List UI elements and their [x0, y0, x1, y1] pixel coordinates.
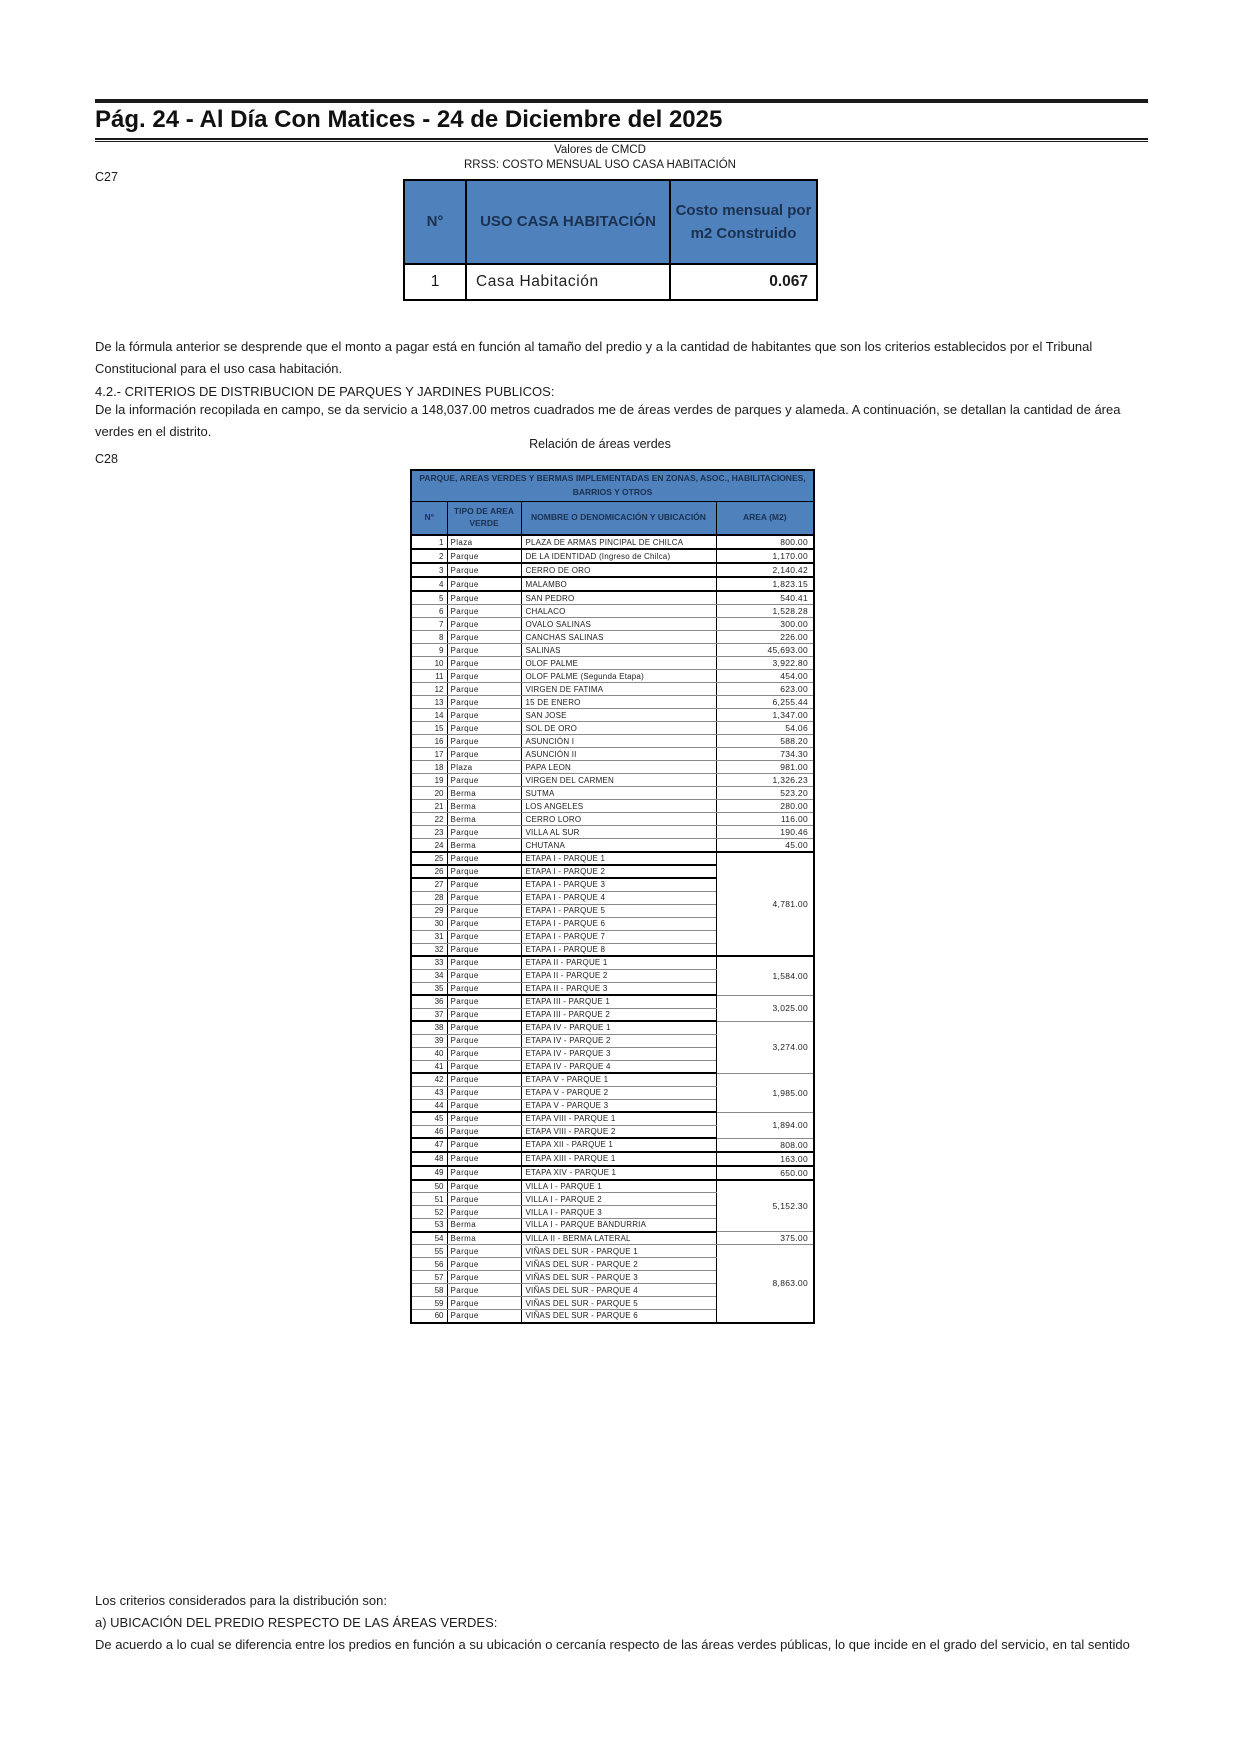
- cell-number: 56: [411, 1258, 447, 1271]
- cell-tipo: Parque: [447, 1152, 521, 1166]
- cell-tipo: Parque: [447, 1086, 521, 1099]
- cell-nombre: ETAPA I - PARQUE 4: [521, 891, 716, 904]
- title-divider: [95, 138, 1148, 142]
- cell-tipo: Parque: [447, 826, 521, 839]
- cell-number: 43: [411, 1086, 447, 1099]
- table-row: [411, 670, 814, 683]
- cell-number: 11: [411, 670, 447, 683]
- cell-number: 52: [411, 1206, 447, 1219]
- table-row: [411, 826, 814, 839]
- cell-number: 38: [411, 1021, 447, 1034]
- cell-area: 1,528.28: [716, 605, 814, 618]
- cell-tipo: Parque: [447, 563, 521, 577]
- cell-nombre: CANCHAS SALINAS: [521, 631, 716, 644]
- cell-number: 8: [411, 631, 447, 644]
- cell-tipo: Berma: [447, 813, 521, 826]
- cell-nombre: ETAPA V - PARQUE 3: [521, 1099, 716, 1112]
- cell-area: 734.30: [716, 748, 814, 761]
- cell-area: 45.00: [716, 839, 814, 853]
- table-row: [411, 995, 814, 1008]
- cell-tipo: Parque: [447, 1099, 521, 1112]
- cell-area: 2,140.42: [716, 563, 814, 577]
- cell-nombre: CHALACO: [521, 605, 716, 618]
- cell-number: 5: [411, 591, 447, 605]
- cell-tipo: Parque: [447, 969, 521, 982]
- cell-area: 1,894.00: [716, 1112, 814, 1138]
- cell-number: 35: [411, 982, 447, 995]
- cell-tipo: Parque: [447, 1193, 521, 1206]
- cell-number: 24: [411, 839, 447, 853]
- c28-table-body: [411, 535, 814, 1323]
- header-cell-nombre: NOMBRE O DENOMICACIÓN Y UBICACIÓN: [521, 501, 716, 535]
- table-row: [411, 1138, 814, 1152]
- table-row: [411, 605, 814, 618]
- cell-tipo: Parque: [447, 1008, 521, 1021]
- cell-number: 6: [411, 605, 447, 618]
- subtitle-rrss: RRSS: COSTO MENSUAL USO CASA HABITACIÓN: [463, 159, 736, 171]
- cell-nombre: SAN PEDRO: [521, 591, 716, 605]
- cell-tipo: Parque: [447, 735, 521, 748]
- cell-nombre: ETAPA I - PARQUE 6: [521, 917, 716, 930]
- cell-area: 5,152.30: [716, 1180, 814, 1232]
- cell-tipo: Plaza: [447, 761, 521, 774]
- cell-number: 32: [411, 943, 447, 956]
- cell-tipo: Berma: [447, 800, 521, 813]
- cell-tipo: Parque: [447, 657, 521, 670]
- cell-number: 40: [411, 1047, 447, 1060]
- cell-number: 46: [411, 1125, 447, 1138]
- cell-nombre: ETAPA V - PARQUE 2: [521, 1086, 716, 1099]
- cell-tipo: Parque: [447, 1310, 521, 1323]
- cell-nombre: VIÑAS DEL SUR - PARQUE 3: [521, 1271, 716, 1284]
- cell-tipo: Parque: [447, 1297, 521, 1310]
- green-areas-table-c28: [410, 469, 815, 1324]
- cell-tipo: Parque: [447, 1166, 521, 1180]
- table-row: [411, 577, 814, 591]
- table-row: [411, 631, 814, 644]
- cell-nombre: MALAMBO: [521, 577, 716, 591]
- table-row: [411, 563, 814, 577]
- cell-nombre: ETAPA IV - PARQUE 2: [521, 1034, 716, 1047]
- cell-tipo: Parque: [447, 943, 521, 956]
- cell-number: 47: [411, 1138, 447, 1152]
- header-cell-uso: USO CASA HABITACIÓN: [466, 180, 670, 264]
- cell-tipo: Parque: [447, 709, 521, 722]
- cell-nombre: PAPA LEON: [521, 761, 716, 774]
- cell-number: 36: [411, 995, 447, 1008]
- table-row: [411, 618, 814, 631]
- cell-number: 50: [411, 1180, 447, 1193]
- cell-number: 29: [411, 904, 447, 917]
- cell-area: 808.00: [716, 1138, 814, 1152]
- cell-tipo: Parque: [447, 631, 521, 644]
- cell-tipo: Parque: [447, 995, 521, 1008]
- table-title: PARQUE, AREAS VERDES Y BERMAS IMPLEMENTADAS EN ZONAS, ASOC., HABILITACIONES, BARRIOS Y OTROS: [411, 470, 814, 501]
- table-row: [411, 696, 814, 709]
- cell-tipo: Parque: [447, 917, 521, 930]
- cell-number: 15: [411, 722, 447, 735]
- table-row: [411, 761, 814, 774]
- cell-tipo: Parque: [447, 1125, 521, 1138]
- cell-number: 41: [411, 1060, 447, 1073]
- cell-area: 300.00: [716, 618, 814, 631]
- cell-nombre: ETAPA XIII - PARQUE 1: [521, 1152, 716, 1166]
- table-row: [411, 813, 814, 826]
- cell-nombre: SAN JOSE: [521, 709, 716, 722]
- cell-area: 45,693.00: [716, 644, 814, 657]
- cell-area: 1,985.00: [716, 1073, 814, 1112]
- cell-nombre: VILLA I - PARQUE 3: [521, 1206, 716, 1219]
- cell-nombre: VIÑAS DEL SUR - PARQUE 4: [521, 1284, 716, 1297]
- cell-number: 12: [411, 683, 447, 696]
- cell-tipo: Parque: [447, 852, 521, 865]
- cell-nombre: CERRO LORO: [521, 813, 716, 826]
- cell-nombre: VILLA I - PARQUE 1: [521, 1180, 716, 1193]
- cell-nombre: ETAPA IV - PARQUE 4: [521, 1060, 716, 1073]
- cell-area: 226.00: [716, 631, 814, 644]
- cell-number: 34: [411, 969, 447, 982]
- cell-area: 6,255.44: [716, 696, 814, 709]
- cell-tipo: Parque: [447, 774, 521, 787]
- table-title-row: [411, 470, 814, 501]
- cell-number: 60: [411, 1310, 447, 1323]
- cell-nombre: ETAPA III - PARQUE 1: [521, 995, 716, 1008]
- cell-area: 116.00: [716, 813, 814, 826]
- cell-tipo: Berma: [447, 839, 521, 853]
- cell-nombre: VIRGEN DEL CARMEN: [521, 774, 716, 787]
- table-row: [411, 1232, 814, 1245]
- cell-nombre: ETAPA V - PARQUE 1: [521, 1073, 716, 1086]
- cell-nombre: LOS ANGELES: [521, 800, 716, 813]
- cell-area: 588.20: [716, 735, 814, 748]
- paragraph-areas: De la información recopilada en campo, se da servicio a 148,037.00 metros cuadrados me de áreas verdes de parques y alameda. A continuación, se detallan la cantidad de área verdes en el distrito.: [95, 402, 1121, 439]
- cell-number: 1: [404, 264, 466, 300]
- table-row: [411, 1152, 814, 1166]
- cell-tipo: Parque: [447, 1034, 521, 1047]
- cell-area: 280.00: [716, 800, 814, 813]
- cell-number: 14: [411, 709, 447, 722]
- cell-area: 1,326.23: [716, 774, 814, 787]
- table-row: [411, 1112, 814, 1125]
- cell-tipo: Plaza: [447, 535, 521, 549]
- table-caption: Relación de áreas verdes: [529, 437, 671, 451]
- cell-nombre: ETAPA VIII - PARQUE 1: [521, 1112, 716, 1125]
- footer-line-detalle: De acuerdo a lo cual se diferencia entre los predios en función a su ubicación o cercanía respecto de las áreas verdes públicas, lo que incide en el grado del servicio, en tal sentido: [95, 1636, 1130, 1652]
- cell-nombre: ETAPA I - PARQUE 7: [521, 930, 716, 943]
- cell-nombre: VIÑAS DEL SUR - PARQUE 5: [521, 1297, 716, 1310]
- cell-nombre: ETAPA I - PARQUE 8: [521, 943, 716, 956]
- cell-number: 19: [411, 774, 447, 787]
- cell-tipo: Parque: [447, 1180, 521, 1193]
- cell-tipo: Parque: [447, 605, 521, 618]
- cell-number: 9: [411, 644, 447, 657]
- cell-tipo: Berma: [447, 1219, 521, 1232]
- table-row: [411, 774, 814, 787]
- cost-table-c27: [403, 179, 818, 301]
- cell-tipo: Parque: [447, 930, 521, 943]
- cell-nombre: PLAZA DE ARMAS PINCIPAL DE CHILCA: [521, 535, 716, 549]
- cell-nombre: ETAPA IV - PARQUE 3: [521, 1047, 716, 1060]
- cell-nombre: ASUNCIÓN II: [521, 748, 716, 761]
- cell-number: 27: [411, 878, 447, 891]
- footer-line-ubicacion: a) UBICACIÓN DEL PREDIO RESPECTO DE LAS ÁREAS VERDES:: [95, 1614, 498, 1630]
- table-row: [411, 1166, 814, 1180]
- cell-nombre: OVALO SALINAS: [521, 618, 716, 631]
- cell-number: 31: [411, 930, 447, 943]
- cell-area: 4,781.00: [716, 852, 814, 956]
- cell-tipo: Parque: [447, 865, 521, 878]
- cell-number: 49: [411, 1166, 447, 1180]
- cell-number: 51: [411, 1193, 447, 1206]
- cell-tipo: Parque: [447, 618, 521, 631]
- cell-area: 190.46: [716, 826, 814, 839]
- table-row: [411, 644, 814, 657]
- cell-nombre: VILLA AL SUR: [521, 826, 716, 839]
- cell-nombre: ETAPA II - PARQUE 1: [521, 956, 716, 969]
- cell-uso: Casa Habitación: [466, 264, 670, 300]
- cell-nombre: SOL DE ORO: [521, 722, 716, 735]
- table-row: [411, 549, 814, 563]
- cell-nombre: ETAPA XIV - PARQUE 1: [521, 1166, 716, 1180]
- cell-nombre: ETAPA I - PARQUE 1: [521, 852, 716, 865]
- table-header-row: [404, 180, 817, 264]
- cell-tipo: Parque: [447, 1271, 521, 1284]
- cell-number: 39: [411, 1034, 447, 1047]
- table-row: [411, 591, 814, 605]
- cell-area: 800.00: [716, 535, 814, 549]
- cell-tipo: Parque: [447, 722, 521, 735]
- figure-label-c27: C27: [95, 170, 118, 184]
- cell-area: 623.00: [716, 683, 814, 696]
- table-row: [411, 748, 814, 761]
- cell-tipo: Parque: [447, 591, 521, 605]
- cell-tipo: Parque: [447, 1060, 521, 1073]
- cell-area: 54.06: [716, 722, 814, 735]
- cell-tipo: Parque: [447, 982, 521, 995]
- cell-area: 1,584.00: [716, 956, 814, 995]
- cell-tipo: Parque: [447, 683, 521, 696]
- cell-number: 54: [411, 1232, 447, 1245]
- cell-tipo: Parque: [447, 878, 521, 891]
- table-row: [411, 709, 814, 722]
- cell-tipo: Parque: [447, 577, 521, 591]
- cell-tipo: Parque: [447, 1245, 521, 1258]
- cell-tipo: Parque: [447, 549, 521, 563]
- top-divider: [95, 99, 1148, 103]
- cell-tipo: Parque: [447, 904, 521, 917]
- cell-area: 3,025.00: [716, 995, 814, 1021]
- cell-tipo: Parque: [447, 748, 521, 761]
- cell-number: 21: [411, 800, 447, 813]
- cell-nombre: OLOF PALME: [521, 657, 716, 670]
- cell-nombre: VIRGEN DE FATIMA: [521, 683, 716, 696]
- cell-costo: 0.067: [670, 264, 817, 300]
- cell-area: 1,823.15: [716, 577, 814, 591]
- cell-nombre: ETAPA III - PARQUE 2: [521, 1008, 716, 1021]
- cell-number: 28: [411, 891, 447, 904]
- cell-tipo: Parque: [447, 696, 521, 709]
- cell-number: 44: [411, 1099, 447, 1112]
- header-cell-costo: Costo mensual por m2 Construido: [670, 180, 817, 264]
- cell-area: 8,863.00: [716, 1245, 814, 1323]
- cell-tipo: Berma: [447, 787, 521, 800]
- cell-nombre: ETAPA I - PARQUE 5: [521, 904, 716, 917]
- header-cell-n: N°: [411, 501, 447, 535]
- cell-number: 57: [411, 1271, 447, 1284]
- cell-number: 3: [411, 563, 447, 577]
- table-row: [404, 264, 817, 300]
- cell-tipo: Parque: [447, 1073, 521, 1086]
- cell-nombre: VIÑAS DEL SUR - PARQUE 1: [521, 1245, 716, 1258]
- cell-tipo: Parque: [447, 1021, 521, 1034]
- header-cell-area: AREA (M2): [716, 501, 814, 535]
- table-row: [411, 852, 814, 865]
- cell-nombre: CERRO DE ORO: [521, 563, 716, 577]
- table-row: [411, 1021, 814, 1034]
- cell-nombre: VIÑAS DEL SUR - PARQUE 6: [521, 1310, 716, 1323]
- cell-number: 2: [411, 549, 447, 563]
- cell-number: 23: [411, 826, 447, 839]
- cell-number: 37: [411, 1008, 447, 1021]
- table-row: [411, 787, 814, 800]
- cell-tipo: Berma: [447, 1232, 521, 1245]
- cell-nombre: VIÑAS DEL SUR - PARQUE 2: [521, 1258, 716, 1271]
- page-title: Pág. 24 - Al Día Con Matices - 24 de Diciembre del 2025: [95, 106, 723, 133]
- table-row: [411, 1180, 814, 1193]
- cell-nombre: OLOF PALME (Segunda Etapa): [521, 670, 716, 683]
- cell-nombre: VILLA II - BERMA LATERAL: [521, 1232, 716, 1245]
- cell-area: 163.00: [716, 1152, 814, 1166]
- cell-tipo: Parque: [447, 891, 521, 904]
- cell-number: 58: [411, 1284, 447, 1297]
- cell-number: 48: [411, 1152, 447, 1166]
- cell-tipo: Parque: [447, 1284, 521, 1297]
- cell-tipo: Parque: [447, 670, 521, 683]
- paragraph-formula: De la fórmula anterior se desprende que el monto a pagar está en función al tamaño del predio y a la cantidad de habitantes que son los criterios establecidos por el Tribunal Constitucional para el uso casa habitación.: [95, 339, 1093, 376]
- table-row: [411, 722, 814, 735]
- cell-nombre: ETAPA II - PARQUE 2: [521, 969, 716, 982]
- cell-tipo: Parque: [447, 1206, 521, 1219]
- cell-tipo: Parque: [447, 1112, 521, 1125]
- cell-nombre: ETAPA II - PARQUE 3: [521, 982, 716, 995]
- cell-nombre: 15 DE ENERO: [521, 696, 716, 709]
- table-row: [411, 735, 814, 748]
- cell-nombre: ASUNCIÓN I: [521, 735, 716, 748]
- table-row: [411, 839, 814, 853]
- cell-nombre: ETAPA I - PARQUE 3: [521, 878, 716, 891]
- cell-number: 33: [411, 956, 447, 969]
- cell-area: 1,347.00: [716, 709, 814, 722]
- cell-number: 26: [411, 865, 447, 878]
- cell-number: 1: [411, 535, 447, 549]
- footer-text: [95, 1591, 1155, 1656]
- cell-nombre: SALINAS: [521, 644, 716, 657]
- cell-number: 20: [411, 787, 447, 800]
- table-row: [411, 657, 814, 670]
- cell-area: 540.41: [716, 591, 814, 605]
- table-row: [411, 1073, 814, 1086]
- cell-number: 22: [411, 813, 447, 826]
- cell-tipo: Parque: [447, 1138, 521, 1152]
- cell-number: 13: [411, 696, 447, 709]
- section-heading-42: 4.2.- CRITERIOS DE DISTRIBUCION DE PARQUES Y JARDINES PUBLICOS:: [95, 384, 555, 399]
- figure-label-c28: C28: [95, 452, 118, 466]
- cell-number: 18: [411, 761, 447, 774]
- table-row: [411, 956, 814, 969]
- table-row: [411, 683, 814, 696]
- cell-nombre: ETAPA IV - PARQUE 1: [521, 1021, 716, 1034]
- cell-number: 7: [411, 618, 447, 631]
- cell-nombre: ETAPA I - PARQUE 2: [521, 865, 716, 878]
- cell-number: 45: [411, 1112, 447, 1125]
- cell-area: 3,922.80: [716, 657, 814, 670]
- cell-number: 16: [411, 735, 447, 748]
- cell-number: 30: [411, 917, 447, 930]
- cell-tipo: Parque: [447, 956, 521, 969]
- cell-nombre: ETAPA VIII - PARQUE 2: [521, 1125, 716, 1138]
- cell-tipo: Parque: [447, 1047, 521, 1060]
- cell-number: 10: [411, 657, 447, 670]
- table-row: [411, 800, 814, 813]
- cell-number: 25: [411, 852, 447, 865]
- table-row: [411, 1245, 814, 1258]
- cell-nombre: ETAPA XII - PARQUE 1: [521, 1138, 716, 1152]
- cell-nombre: SUTMA: [521, 787, 716, 800]
- cell-nombre: DE LA IDENTIDAD (Ingreso de Chilca): [521, 549, 716, 563]
- cell-tipo: Parque: [447, 644, 521, 657]
- cell-number: 53: [411, 1219, 447, 1232]
- cell-area: 523.20: [716, 787, 814, 800]
- cell-nombre: VILLA I - PARQUE BANDURRIA: [521, 1219, 716, 1232]
- header-cell-tipo: TIPO DE AREA VERDE: [447, 501, 521, 535]
- footer-line-criterios: Los criterios considerados para la distribución son:: [95, 1593, 387, 1608]
- cell-nombre: CHUTANA: [521, 839, 716, 853]
- cell-number: 17: [411, 748, 447, 761]
- cell-area: 1,170.00: [716, 549, 814, 563]
- subtitle-valores: Valores de CMCD: [554, 144, 646, 156]
- cell-number: 55: [411, 1245, 447, 1258]
- cell-nombre: VILLA I - PARQUE 2: [521, 1193, 716, 1206]
- cell-area: 981.00: [716, 761, 814, 774]
- cell-area: 650.00: [716, 1166, 814, 1180]
- table-header-row: [411, 501, 814, 535]
- header-cell-n: N°: [404, 180, 466, 264]
- cell-area: 3,274.00: [716, 1021, 814, 1073]
- table-row: [411, 535, 814, 549]
- cell-number: 4: [411, 577, 447, 591]
- cell-tipo: Parque: [447, 1258, 521, 1271]
- cell-number: 42: [411, 1073, 447, 1086]
- cell-number: 59: [411, 1297, 447, 1310]
- cell-area: 454.00: [716, 670, 814, 683]
- cell-area: 375.00: [716, 1232, 814, 1245]
